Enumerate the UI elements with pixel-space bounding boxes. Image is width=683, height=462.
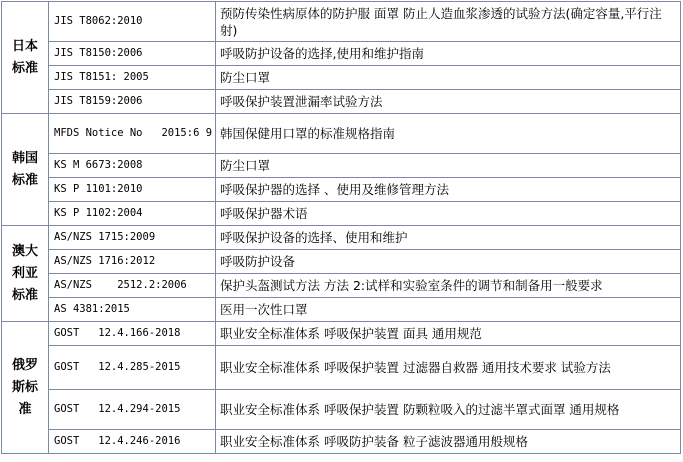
table-row (2, 66, 681, 90)
table-row (2, 2, 681, 42)
standard-code: KS P 1102:2004 (49, 202, 216, 226)
standard-title: 职业安全标准体系 呼吸保护装置 面具 通用规范 (216, 322, 681, 346)
standard-code: JIS T8150:2006 (49, 42, 216, 66)
region-cell-russia (2, 322, 49, 454)
region-label: 俄罗斯标准 (11, 357, 38, 417)
table-row (2, 114, 681, 154)
table-row (2, 226, 681, 250)
standard-title: 防尘口罩 (216, 154, 681, 178)
table-row (2, 322, 681, 346)
standard-code: GOST 12.4.166-2018 (49, 322, 216, 346)
standard-code: MFDS Notice No 2015:6 9 (49, 114, 216, 154)
standard-title: 韩国保健用口罩的标准规格指南 (216, 114, 681, 154)
region-cell-korea (2, 114, 49, 226)
standard-title: 呼吸防护设备 (216, 250, 681, 274)
standard-code: GOST 12.4.294-2015 (49, 390, 216, 430)
region-cell-australia (2, 226, 49, 322)
standard-code: GOST 12.4.285-2015 (49, 346, 216, 390)
standard-code: KS P 1101:2010 (49, 178, 216, 202)
standard-title: 预防传染性病原体的防护服 面罩 防止人造血浆渗透的试验方法(确定容量,平行注射) (216, 2, 681, 42)
table-row (2, 90, 681, 114)
table-row (2, 274, 681, 298)
region-cell-japan (2, 2, 49, 114)
table-row (2, 202, 681, 226)
table-row (2, 346, 681, 390)
table-row (2, 178, 681, 202)
standard-title: 职业安全标准体系 呼吸保护装置 防颗粒吸入的过滤半罩式面罩 通用规格 (216, 390, 681, 430)
standard-title: 防尘口罩 (216, 66, 681, 90)
table-row (2, 390, 681, 430)
standard-title: 呼吸保护器术语 (216, 202, 681, 226)
standard-title: 职业安全标准体系 呼吸保护装置 过滤器自救器 通用技术要求 试验方法 (216, 346, 681, 390)
table-row (2, 250, 681, 274)
table-row (2, 430, 681, 454)
standard-title: 职业安全标准体系 呼吸防护装备 粒子滤波器通用般规格 (216, 430, 681, 454)
standard-title: 呼吸保护设备的选择、使用和维护 (216, 226, 681, 250)
standard-code: AS 4381:2015 (49, 298, 216, 322)
standard-code: AS/NZS 1715:2009 (49, 226, 216, 250)
standards-table (1, 1, 681, 454)
standard-code: JIS T8159:2006 (49, 90, 216, 114)
region-label: 日本标准 (11, 38, 38, 76)
standard-code: KS M 6673:2008 (49, 154, 216, 178)
standard-code: AS/NZS 1716:2012 (49, 250, 216, 274)
standard-code: JIS T8062:2010 (49, 2, 216, 42)
standard-code: JIS T8151: 2005 (49, 66, 216, 90)
standard-title: 呼吸保护器的选择 、使用及维修管理方法 (216, 178, 681, 202)
standard-title: 呼吸防护设备的选择,使用和维护指南 (216, 42, 681, 66)
standard-title: 保护头盔测试方法 方法 2:试样和实验室条件的调节和制备用一般要求 (216, 274, 681, 298)
region-label: 澳大利亚标准 (11, 243, 38, 303)
region-label: 韩国标准 (11, 150, 38, 188)
standard-title: 医用一次性口罩 (216, 298, 681, 322)
table-row (2, 42, 681, 66)
standard-code: GOST 12.4.246-2016 (49, 430, 216, 454)
table-row (2, 298, 681, 322)
standard-code: AS/NZS 2512.2:2006 (49, 274, 216, 298)
standard-title: 呼吸保护装置泄漏率试验方法 (216, 90, 681, 114)
table-row (2, 154, 681, 178)
